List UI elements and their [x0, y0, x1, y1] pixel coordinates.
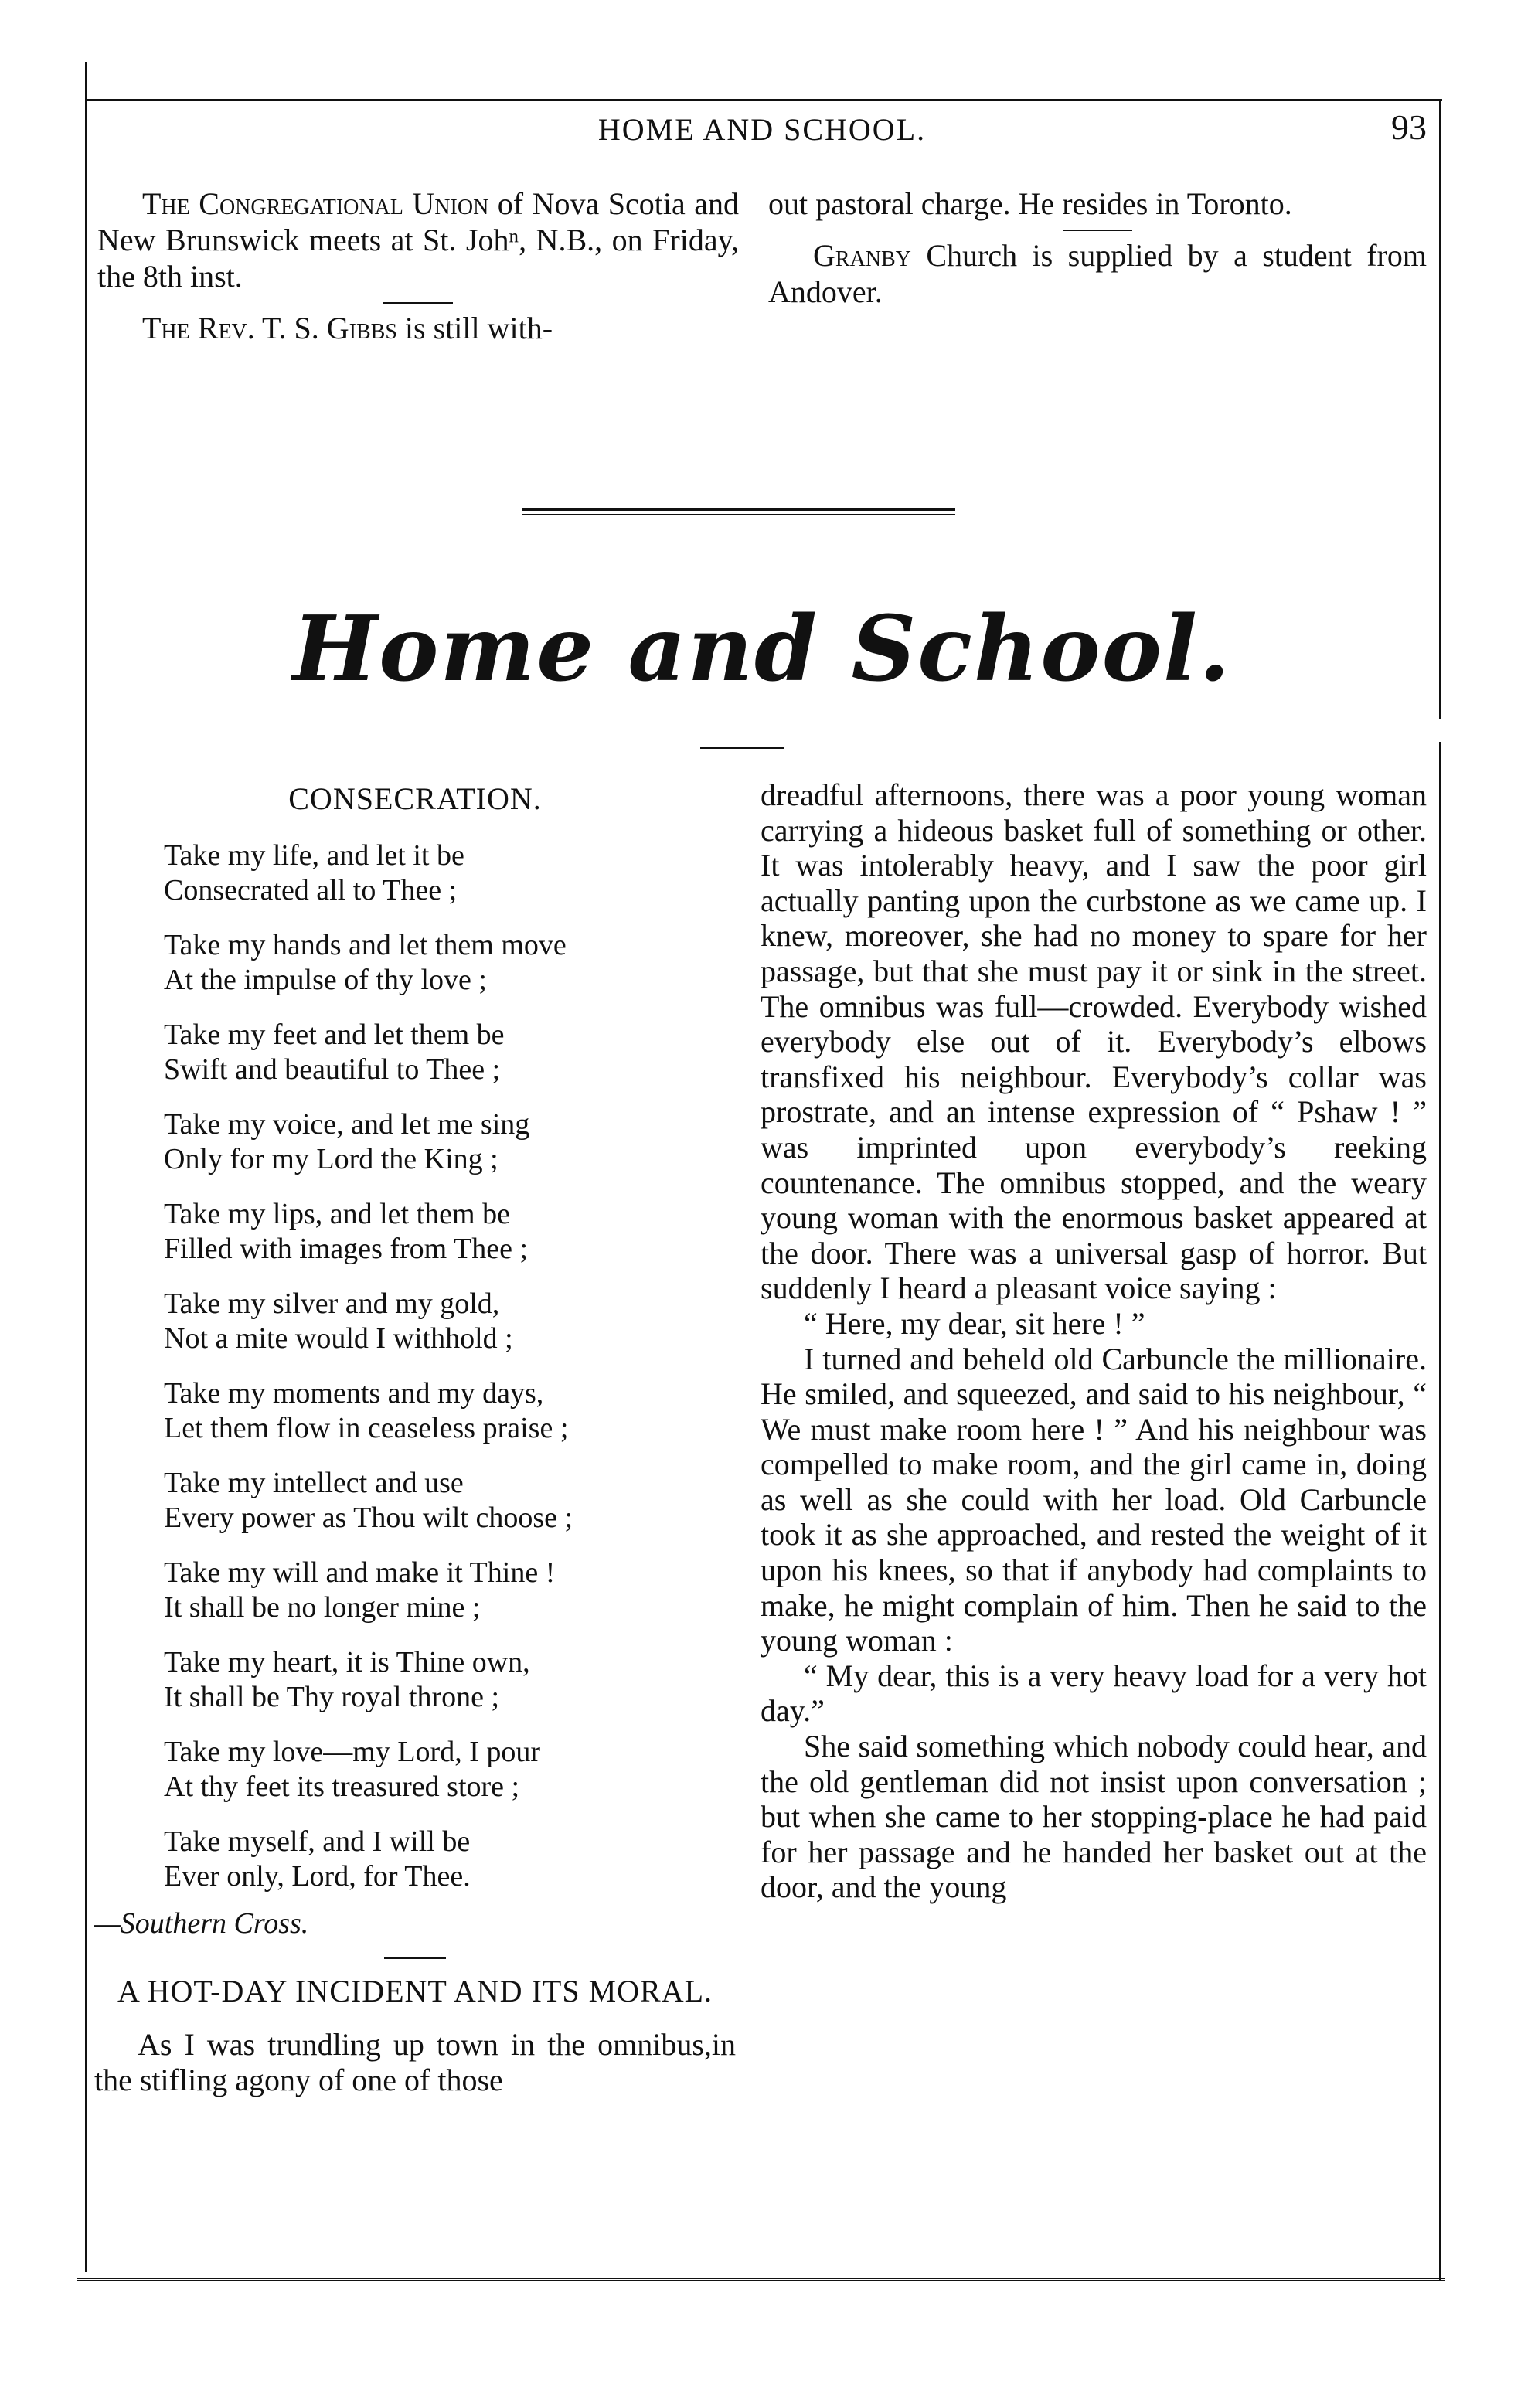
poem-line: Take my feet and let them be	[164, 1019, 505, 1051]
news-item-text: Church is supplied by a student from Andover.	[768, 238, 1427, 309]
right-column	[760, 777, 1427, 1905]
poem-stanza	[94, 1825, 736, 1894]
poem-line: Take my intellect and use	[164, 1467, 464, 1499]
article-paragraph: She said something which nobody could hear, and the old gentleman did not insist upon conversation ; but when she came to her stopping-place he had paid for her passage and he handed her basket out at the door, and the young	[760, 1729, 1427, 1905]
poem-line: It shall be no longer mine ;	[164, 1591, 481, 1624]
news-item-rev-gibbs	[97, 310, 739, 346]
poem-line: Take myself, and I will be	[164, 1825, 471, 1858]
poem-line: Swift and beautiful to Thee ;	[164, 1053, 501, 1086]
news-item-lead: Granby	[813, 238, 911, 273]
poem-stanza	[94, 838, 736, 908]
article-paragraph: As I was trundling up town in the omnibus,in the stifling agony of one of those	[94, 2027, 736, 2097]
frame-top-rule	[87, 99, 1442, 101]
separator-rule	[1063, 230, 1132, 231]
news-right-column	[768, 185, 1427, 310]
poem-line: Take my voice, and let me sing	[164, 1108, 530, 1141]
section-title: Home and School.	[292, 597, 1232, 702]
running-title: HOME AND SCHOOL.	[597, 112, 927, 147]
article-title: A HOT-DAY INCIDENT AND ITS MORAL.	[117, 1974, 713, 2008]
poem-stanza	[94, 1735, 736, 1804]
poem-line: Take my love—my Lord, I pour	[164, 1736, 541, 1768]
news-item-lead: The Congregational Union	[142, 186, 489, 221]
poem-line: Let them flow in ceaseless praise ;	[164, 1412, 569, 1444]
poem-line: Consecrated all to Thee ;	[164, 874, 458, 906]
poem-stanza	[94, 1466, 736, 1536]
poem-line: Take my hands and let them move	[164, 929, 567, 961]
news-item-text: is still with-	[396, 311, 553, 345]
poem-stanzas	[94, 838, 736, 1894]
poem-stanza	[94, 1107, 736, 1177]
poem-line: At the impulse of thy love ;	[164, 964, 487, 996]
news-left-column	[97, 185, 739, 346]
poem-line: It shall be Thy royal throne ;	[164, 1681, 500, 1713]
poem-line: Ever only, Lord, for Thee.	[164, 1860, 471, 1893]
poem-stanza	[94, 1018, 736, 1087]
running-head	[85, 107, 1439, 150]
news-item-text: of Nova Scotia and New Brunswick meets at St. Johⁿ, N.B., on Friday, the 8th inst.	[97, 186, 739, 294]
poem-stanza	[94, 1556, 736, 1625]
ornamental-double-rule	[522, 508, 955, 516]
separator-rule	[383, 302, 453, 304]
poem-line: Take my silver and my gold,	[164, 1287, 500, 1320]
poem-line: Take my heart, it is Thine own,	[164, 1646, 530, 1678]
poem-stanza	[94, 1197, 736, 1267]
news-item-continuation: out pastoral charge. He resides in Toronto.	[768, 186, 1292, 221]
page-number: 93	[1391, 107, 1427, 147]
poem-line: Take my life, and let it be	[164, 839, 464, 872]
article-paragraph: “ Here, my dear, sit here ! ”	[804, 1305, 1145, 1341]
poem-line: Take my will and make it Thine !	[164, 1556, 556, 1589]
separator-rule	[384, 1957, 446, 1959]
poem-line: Take my lips, and let them be	[164, 1198, 510, 1230]
frame-right-rule-lower	[1439, 742, 1441, 2280]
poem-attribution: —Southern Cross.	[94, 1907, 309, 1940]
poem-title: CONSECRATION.	[288, 781, 542, 816]
frame-right-rule-upper	[1439, 100, 1441, 719]
frame-bottom-rule	[77, 2278, 1445, 2281]
poem-line: Take my moments and my days,	[164, 1377, 544, 1410]
article-paragraph: I turned and beheld old Carbuncle the millionaire. He smiled, and squeezed, and said to his neighbour, “ We must make room here ! ” And his neighbour was compelled to make room, and the girl came in, doing as well as she could with her load. Old Carbuncle took it as she approached, and rested the weight of it upon his knees, so that if anybody had complaints to make, he might complain of him. Then he said to the young woman :	[760, 1341, 1427, 1658]
news-item-granby-church	[768, 237, 1427, 310]
poem-line: Only for my Lord the King ;	[164, 1143, 498, 1175]
title-rule	[700, 747, 784, 749]
poem-stanza	[94, 1376, 736, 1446]
article-paragraph: dreadful afternoons, there was a poor young woman carrying a hideous basket full of something or other. It was intolerably heavy, and I saw the poor girl actually panting upon the curbstone as we came up. I knew, moreover, she had no money to spare for her passage, but that she must pay it or sink in the street. The omnibus was full—crowded. Everybody wished everybody else out of it. Everybody’s elbows transfixed his neighbour. Everybody’s collar was prostrate, and an intense expression of “ Pshaw ! ” was imprinted upon everybody’s reeking countenance. The omnibus stopped, and the weary young woman with the enormous basket appeared at the door. There was a universal gasp of horror. But suddenly I heard a pleasant voice saying :	[760, 777, 1427, 1306]
poem-line: Every power as Thou wilt choose ;	[164, 1502, 573, 1534]
news-item-congregational-union	[97, 185, 739, 294]
news-item-lead: The Rev. T. S. Gibbs	[142, 311, 397, 345]
poem-line: At thy feet its treasured store ;	[164, 1770, 520, 1803]
poem-stanza	[94, 1645, 736, 1715]
poem-stanza	[94, 928, 736, 998]
article-paragraph: “ My dear, this is a very heavy load for a very hot day.”	[760, 1658, 1427, 1729]
poem-line: Not a mite would I withhold ;	[164, 1322, 513, 1355]
poem-line: Filled with images from Thee ;	[164, 1233, 529, 1265]
left-column	[94, 781, 736, 2098]
frame-left-rule	[85, 62, 87, 2272]
poem-stanza	[94, 1287, 736, 1356]
